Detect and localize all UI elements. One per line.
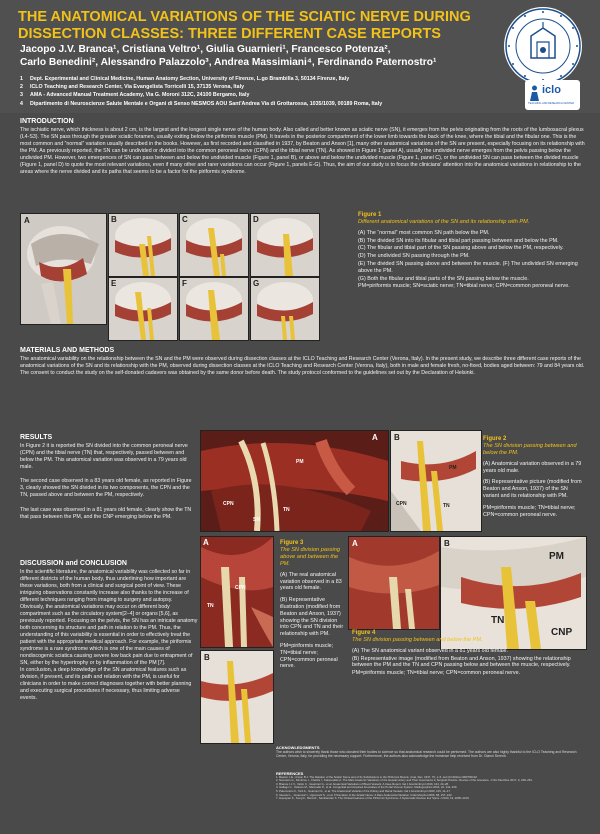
figure1-panel-a-letter: A bbox=[24, 216, 30, 225]
discussion-paragraph-3: In conclusion, a deep knowledge of the SN anatomical features such as division, if present, and its path and relation with the PM, is useful for clinicians in order to make correct diagnoses together with better planning and executing surgical procedures if necessary, thus limiting adverse events. bbox=[20, 667, 192, 701]
discussion-text bbox=[20, 569, 198, 705]
methods-text: The anatomical variability on the relationship between the SN and the PM were observed during dissection classes at the ICLO Teaching and Research Center (Verona, Italy). In the present study, we describe three different case reports of the anatomical variations of the SN and its relationship with the PM, observed during dissection classes at the ICLO Teaching and Research Center (Verona, Italy), both in male and female fresh, no-fixed, bodies aged between: 79 and 84 years old. The consent to conduct the study on the self-donated cadavers was obtained by the same donor before death. The study protocol conformed to the guidelines set out by the Declaration of Helsinki. bbox=[20, 356, 585, 376]
figure1-subtitle: Different anatomical variations of the SN and its relationship with PM. bbox=[358, 218, 530, 225]
iclo-logo-text: iclo bbox=[542, 84, 561, 96]
figure4-pm-label: PM bbox=[549, 551, 564, 562]
figure1-item: (A) The “normal” most common SN path below the PM. bbox=[358, 229, 490, 236]
figure4-tn-label: TN bbox=[491, 615, 505, 626]
authors-line-2: Carlo Benedini², Alessandro Palazzolo³, Andrea Massimiani⁴, Ferdinando Paternostro¹ bbox=[20, 56, 437, 68]
figure2-pm-label: PM bbox=[296, 459, 304, 465]
figure2-cpn-label: CPN bbox=[223, 501, 234, 507]
figure2-panel-b-letter: B bbox=[394, 433, 400, 442]
figure2-item: (B) Representative picture (modified from Beaton and Anson, 1937) of the SN variant and its relationship with PM. bbox=[483, 479, 582, 499]
figure1-item: PM=piriformis muscle; SN=sciatic nerve; TN=tibial nerve; CPN=common peroneal nerve. bbox=[358, 283, 570, 290]
figure4-item: (B) Representative image (modified from Beaton and Anson, 1937) showing the relationship between the PM and the TN and CPN passing below and between the muscle, respectively. bbox=[352, 655, 571, 669]
figure4-caption bbox=[352, 630, 584, 678]
references-title: REFERENCES bbox=[276, 771, 304, 776]
figure2-illustration-b bbox=[390, 430, 482, 532]
figure1-panel-c bbox=[179, 213, 249, 277]
acknowledgments bbox=[276, 746, 584, 758]
discussion-paragraph-1: In the scientific literature, the anatomical variability was collected so far in different districts of the human body, thus underlining how important are these variations, both from a clinical and surgical point of view. These intriguing observations constantly increase also thanks to the increase of different techniques ranging from imaging to surgery and autopsy. bbox=[20, 569, 191, 603]
authors bbox=[20, 44, 520, 69]
figure2-title: Figure 2 bbox=[483, 436, 507, 442]
figure1-panel-f-letter: F bbox=[182, 279, 187, 288]
figure4-panel-b-letter: B bbox=[444, 539, 450, 548]
figure3-caption bbox=[280, 540, 344, 671]
discussion-paragraph-2: Obviously, the anatomical variations may occur on different body compartment such as the circulatory system[2–4] or organs [5,6], as previously reported. Focusing on the pelvis, the SN has an intricate anatomy both concerning its structure and path in relation to the PM. Thus, the understanding of this variability is essential in order to effectively treat the patient with the appropriate medical approach. For example, the piriformis syndrome is a rare syndrome which is one of the main causes of nondiscogenic sciatica causing severe low back pain due to entrapment of SN, either by the hypertrophy or by inflammation of the PM [7]. bbox=[20, 604, 198, 666]
reference-item: 6. Vasović L., Jovanović I., Ugrenović S., et al. Trifurcation of the Sciatic Nerve: A Rare Anatomical Variation. Folia Morphol 2009, 68, 157–162. bbox=[276, 792, 453, 797]
figure3-illustration-b bbox=[200, 650, 274, 744]
results-paragraph-2: The second case observed in a 83 years old female, as reported in Figure 3, clearly showed the SN divided in its two components, the CPN and the TN, passed above and between the PM, respectively. bbox=[20, 478, 192, 498]
methods-title: MATERIALS AND METHODS bbox=[20, 347, 115, 354]
figure1-item: (C) The fibular and tibial part of the SN passing above and below the PM, respectively. bbox=[358, 245, 564, 252]
acknowledgments-text: The authors wish to sincerely thank those who donated their bodies to science so that anatomical research could be performed. The authors are also highly thankful to the ICLO Teaching and Research Center, Verona, Italy, for providing the necessary support. Furthermore, the authors also acknowledge the immense help received from Dr. Gianni Serenti. bbox=[276, 749, 577, 758]
figure3-title: Figure 3 bbox=[280, 540, 304, 546]
reference-item: 1. Beaton L.E., Anson B.J. The Relation of the Sciatic Nerve and of Its Subdivisions to the Piriformis Muscle. Anat. Rec. 1937, 70, 1–5, doi:10.1002/ar.1090700102. bbox=[276, 774, 478, 779]
figure2-photo-a bbox=[200, 430, 389, 532]
figure2-subtitle: The SN division passing between and below the PM. bbox=[483, 442, 577, 456]
figure2-sn-label: SN bbox=[253, 517, 260, 523]
figure1-panel-d bbox=[250, 213, 320, 277]
figure4-item: (A) The SN anatomical variant observed in a 81 years old female. bbox=[352, 647, 509, 654]
figure2-tn-label: TN bbox=[283, 507, 290, 513]
figure1-panel-c-letter: C bbox=[182, 215, 188, 224]
figure4-item: PM=piriformis muscle; TN=tibial nerve; CPN=common peroneal nerve. bbox=[352, 670, 521, 677]
references bbox=[276, 772, 584, 801]
affiliation-2: 2 ICLO Teaching and Research Center, Via Evangelista Torricelli 15, 37135 Verona, Italy bbox=[20, 84, 245, 91]
figure3-item: (A) The real anatomical variation observed in a 83 years old female. bbox=[280, 571, 342, 592]
poster-title: THE ANATOMICAL VARIATIONS OF THE SCIATIC NERVE DURING DISSECTION CLASSES: THREE DIFFERENT CASE REPORTS bbox=[18, 9, 471, 42]
intro-text: The ischiatic nerve, which thickness is about 2 cm, is the largest and the longest single nerve of the human body. Also called and better known as sciatic nerve (SN), it emerges from the pelvis originating from the roots of the lumbosacral plexus (L4-S3). The SN pass through the greater sciatic foramen, usually exiting below the piriformis muscle (PM). It travels in the posterior compartment of the lower limb towards the back of the knee, where the tibial and the fibular one. This is the most common and “normal” variation usually described in the books. However, as first recorded and classified in 1937, by Beaton and Anson [1], many other anatomical variations of the SN are present, especially focusing on its relationship with the PM. As previously reported, the SN can be undivided or divided into the common peroneal nerve (CPN) and the tibial nerve (TN). As showed in Figure 1 (panel A), usually the undivided nerve emerges from the pelvis passing below the undivided PM. However, two emergences of SN can pass between and below the undivided muscle (Figure 1, panel B), or above and below the undivided muscle (Figure 1, panel C), or the undivided SN can pass between the divided muscle (Figure 1, panel D) to quote the most relevant variations, even if many other and rarer variations can occur (Figure 1, panels E-G). Thus, the aim of our study is to focus the clinicians' attention into the anatomical variations in relationship to the areas where the nerve divided and its paths that seems to be a factor for the piriformis syndrome. bbox=[20, 127, 585, 175]
discussion-title: DISCUSSION and CONCLUSION bbox=[20, 560, 127, 567]
figure3-subtitle: The SN division passing above and between the PM. bbox=[280, 546, 341, 567]
figure1-panel-e-letter: E bbox=[111, 279, 117, 288]
reference-item: 2. Noussios G., Dimitriou I., Chatzis I., Katsourakis A. The Main Anatomic Variations of the Hepatic Artery and Their Importance in Surgical Practice: Review of the Literature. J Clin Med Res 2017, 9, 248–252. bbox=[276, 778, 533, 783]
results-paragraph-1: In Figure 2 it is reported the SN divided into the common peroneal nerve (CPN) and the tibial nerve (TN) that, respectively, passed between and below the PM. This anatomical variation was observed in a 79 years old male. bbox=[20, 443, 188, 470]
figure3-cpn-label: CPN bbox=[235, 585, 246, 591]
reference-item: 7. Hopayian K., Song F., Riera R., Sambandan S. The Clinical Features of the Piriformis Syndrome: A Systematic Review. Eur Spine J 2010, 19, 2095–2109. bbox=[276, 796, 470, 801]
iclo-logo-subtitle: TEACHING AND RESEARCH CENTER bbox=[528, 102, 574, 105]
figure1-panel-d-letter: D bbox=[253, 215, 259, 224]
results-title: RESULTS bbox=[20, 434, 53, 441]
affiliation-3: 3 AMA - Advanced Manual Treatment Academy, Via G. Moroni 312C, 24100 Bergamo, Italy bbox=[20, 92, 250, 99]
affiliation-4: 4 Dipartimento di Neuroscienze Salute Mentale e Organi di Senso NESMOS AOU Sant'Andrea Via di Grottarossa, 1035/1039, 00189 Roma, Italy bbox=[20, 100, 383, 107]
figure2-caption bbox=[483, 436, 585, 519]
figure4-photo-a bbox=[348, 536, 440, 630]
figure4-subtitle: The SN division passing between and below the PM. bbox=[352, 636, 483, 643]
figure1-item: (E) The divided SN passing above and between the muscle. (F) The undivided SN emerging above the PM. bbox=[358, 260, 578, 274]
figure3-item: (B) Representative illustration (modified from Beaton and Anson, 1937) showing the SN division into CPN and TN and their relationship with PM. bbox=[280, 597, 344, 638]
university-seal-logo bbox=[503, 6, 583, 86]
figure1-panel-g-letter: G bbox=[253, 279, 260, 288]
figure2-item: PM=piriformis muscle; TN=tibial nerve; CPN=common peroneal nerve. bbox=[483, 504, 576, 518]
authors-line-1: Jacopo J.V. Branca¹, Cristiana Veltro¹, Giulia Guarnieri¹, Francesco Potenza², bbox=[20, 44, 391, 55]
figure4-cnp-label: CNP bbox=[551, 627, 573, 638]
header bbox=[0, 0, 600, 113]
figure2-item: (A) Anatomical variation observed in a 79 years old male. bbox=[483, 460, 582, 474]
results-paragraph-3: The last case was observed in a 81 years old female, clearly show the TN that pass between the PM, and the CNP emerging below the PM. bbox=[20, 507, 192, 520]
figure2-b-tn-label: TN bbox=[443, 503, 450, 509]
reference-item: 5. Paternostro F., Tani A., Guarnieri G., et al. The Anatomical Variants of the Kidney and Renal Vessels. Ital J Anat Embryol 2020, 125, 11–17. bbox=[276, 788, 451, 793]
figure4-panel-a-letter: A bbox=[352, 539, 358, 548]
iclo-figure-icon bbox=[528, 85, 541, 101]
acknowledgments-title: ACKNOWLEDGMENTS bbox=[276, 745, 320, 750]
affiliation-1: 1 Dept. Experimental and Clinical Medicine, Human Anatomy Section, University of Firenze, L.go Brambilla 3, 50134 Firenze, Italy bbox=[20, 76, 350, 82]
iclo-logo bbox=[525, 80, 580, 110]
figure1-item: (D) The undivided SN passing through the PM. bbox=[358, 253, 470, 260]
figure1-main-illustration bbox=[20, 213, 107, 325]
figure2-b-pm-label: PM bbox=[449, 465, 457, 471]
reference-item: 3. Branca J.J.V., Veltro C., Guarnieri G., et al. Anatomical Variations of Blood Vessels: A Case Report. Ital J Anat Embryol 2019, 124, 23–28. bbox=[276, 781, 449, 786]
figure1-title: Figure 1 bbox=[358, 212, 382, 218]
affiliations bbox=[20, 75, 490, 108]
figure3-tn-label: TN bbox=[207, 603, 214, 609]
figure1-item: (B) The divided SN into its fibular and tibial part passing between and below the PM. bbox=[358, 237, 559, 244]
figure3-panel-a-letter: A bbox=[203, 538, 209, 547]
figure3-panel-b-letter: B bbox=[204, 653, 210, 662]
reference-item: 4. Gallego C., Velasco M., Marcuello P., et al. Congenital and Acquired Anomalies of the Portal Venous System. Radiographics 2002, 22, 141–159. bbox=[276, 785, 458, 790]
figure3-photo-a bbox=[200, 536, 274, 648]
figure1-panel-f bbox=[179, 277, 249, 341]
figure1-item: (G) Both the fibular and tibial parts of the SN passing below the muscle. bbox=[358, 275, 529, 282]
results-text bbox=[20, 443, 195, 524]
figure2-b-cpn-label: CPN bbox=[396, 501, 407, 507]
intro-title: INTRODUCTION bbox=[20, 118, 74, 125]
figure3-item: PM=piriformis muscle; TN=tibial nerve; CPN=common peroneal nerve. bbox=[280, 642, 338, 670]
figure1-caption bbox=[358, 212, 583, 291]
figure1-panel-e bbox=[108, 277, 178, 341]
figure2-panel-a-letter: A bbox=[372, 433, 378, 442]
figure1-panel-b bbox=[108, 213, 178, 277]
figure4-title: Figure 4 bbox=[352, 630, 376, 636]
figure1-panel-g bbox=[250, 277, 320, 341]
figure1-panel-b-letter: B bbox=[111, 215, 117, 224]
